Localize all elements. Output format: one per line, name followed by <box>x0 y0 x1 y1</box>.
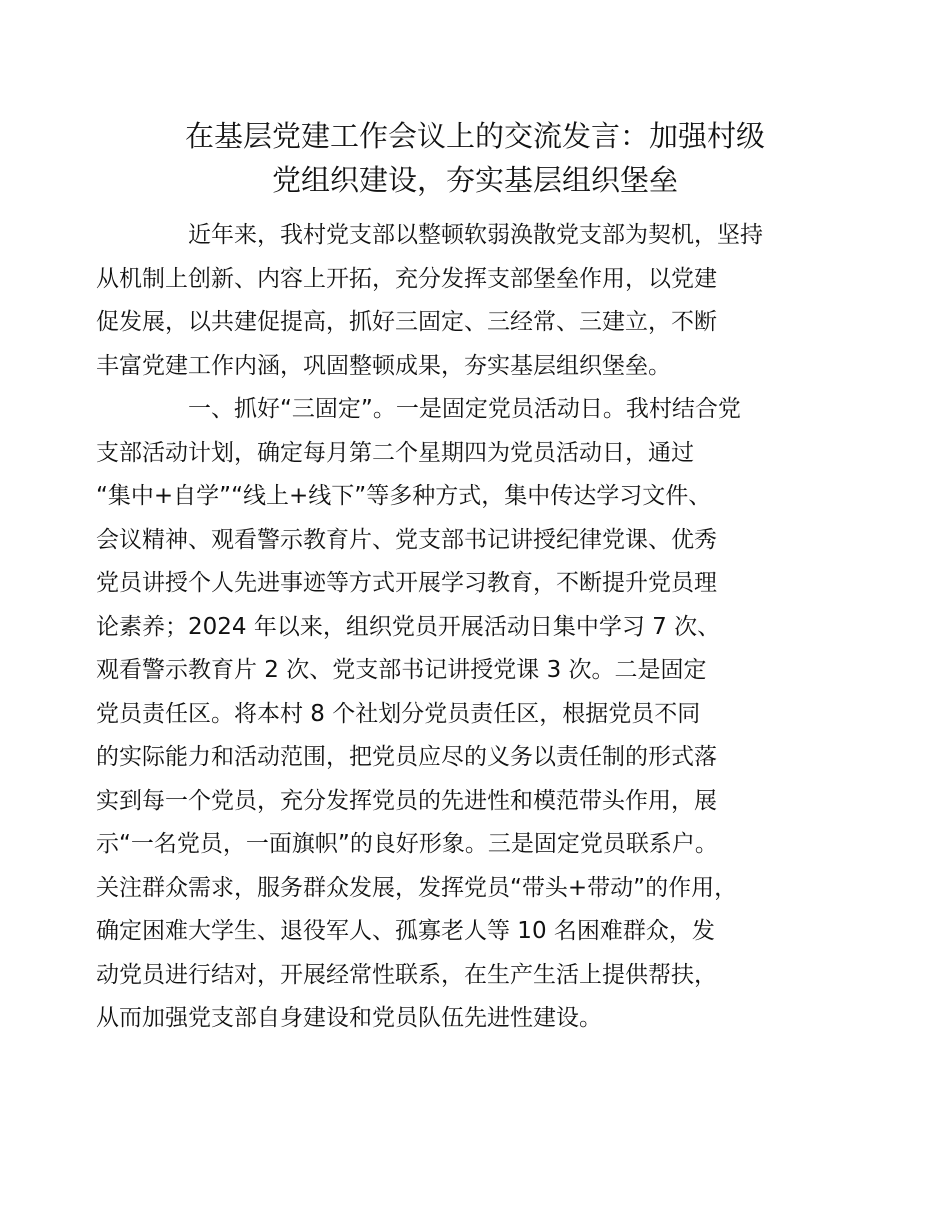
text-line: 关注群众需求，服务群众发展，发挥党员“带头+带动”的作用， <box>96 874 738 901</box>
text-line: 从而加强党支部自身建设和党员队伍先进性建设。 <box>96 1005 602 1031</box>
text-line: 丰富党建工作内涵，巩固整顿成果，夯实基层组织堡垒。 <box>96 352 671 379</box>
text-line: 论素养；2024 年以来，组织党员开展活动日集中学习 7 次、 <box>96 613 721 640</box>
document-title <box>100 114 850 202</box>
text-line: 支部活动计划，确定每月第二个星期四为党员活动日，通过 <box>96 439 694 466</box>
text-line: 观看警示教育片 2 次、党支部书记讲授党课 3 次。二是固定 <box>96 657 707 683</box>
text-line: 实到每一个党员，充分发挥党员的先进性和模范带头作用，展 <box>96 787 717 814</box>
paragraph-intro <box>96 214 842 388</box>
text-line: 示“一名党员，一面旗帜”的良好形象。三是固定党员联系户。 <box>96 831 718 857</box>
text-line: 从机制上创新、内容上开拓，充分发挥支部堡垒作用，以党建 <box>96 265 717 292</box>
title-line: 在基层党建工作会议上的交流发言：加强村级 <box>184 119 765 153</box>
text-line: 一、抓好“三固定”。一是固定党员活动日。我村结合党 <box>188 396 741 422</box>
text-line: 党员讲授个人先进事迹等方式开展学习教育，不断提升党员理 <box>96 570 717 596</box>
text-line: 动党员进行结对，开展经常性联系，在生产生活上提供帮扶， <box>96 961 717 988</box>
text-line: “集中+自学”“线上+线下”等多种方式，集中传达学习文件、 <box>96 483 712 509</box>
text-line: 的实际能力和活动范围，把党员应尽的义务以责任制的形式落 <box>96 744 717 770</box>
document-body <box>96 214 842 1041</box>
text-line: 党员责任区。将本村 8 个社划分党员责任区，根据党员不同 <box>96 700 701 727</box>
text-line: 确定困难大学生、退役军人、孤寡老人等 10 名困难群众，发 <box>96 918 715 944</box>
text-line: 促发展，以共建促提高，抓好三固定、三经常、三建立，不断 <box>96 309 717 335</box>
title-line: 党组织建设，夯实基层组织堡垒 <box>271 163 678 197</box>
text-line: 会议精神、观看警示教育片、党支部书记讲授纪律党课、优秀 <box>96 526 717 553</box>
paragraph-section-one <box>96 388 842 1041</box>
text-line: 近年来，我村党支部以整顿软弱涣散党支部为契机，坚持 <box>188 222 763 248</box>
